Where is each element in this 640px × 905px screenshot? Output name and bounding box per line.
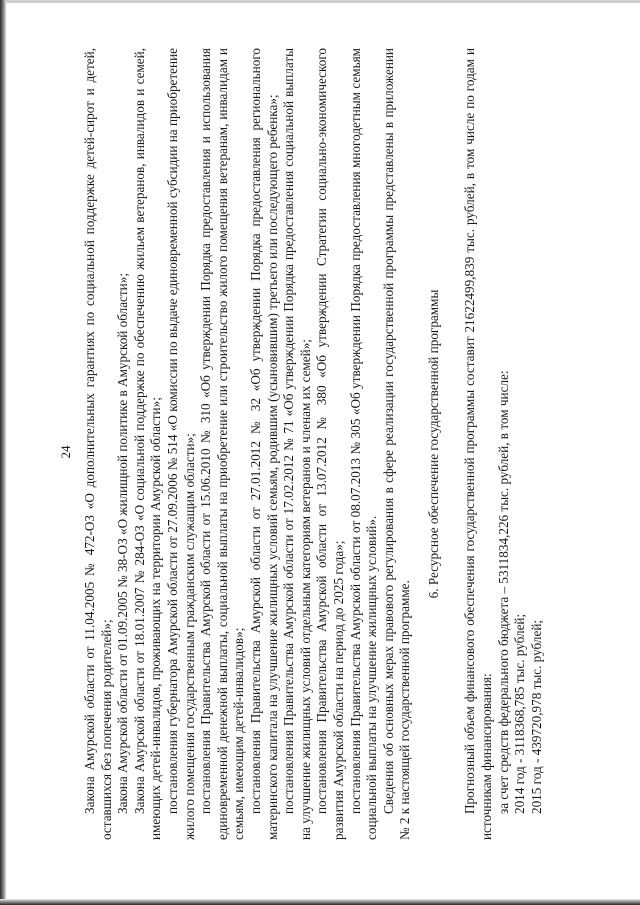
funding-line: 2015 год - 439720,978 тыс. рублей; [528, 619, 544, 814]
paragraph: постановления Правительства Амурской области от 08.07.2013 № 305 «Об утверждении Порядка предоставления многодетным семьям социальной выплаты на улучшение жилищных условий». [347, 48, 380, 840]
scan-edge-left [0, 0, 6, 905]
paragraph: постановления губернатора Амурской области от 27.09.2006 № 514 «О комиссии по выдаче единовременной субсидии на приобретение жилого помещения государственным гражданским служащим области»; [164, 48, 197, 840]
paragraph: Сведения об основных мерах правового регулирования в сфере реализации государственной программы представлены в приложении № 2 к настоящей государственной программе. [380, 48, 413, 840]
page-number: 24 [58, 445, 73, 459]
paragraph: Закона Амурской области от 01.09.2005 № 38-ОЗ «О жилищной политике в Амурской области»; [115, 273, 131, 814]
paragraph: постановления Правительства Амурской области от 27.01.2012 № 32 «Об утверждении Порядка предоставления регионального материнского капитала на улучшение жилищных условий семьям, родившим (усыновившим) третьего или последующего ребенка»; [247, 48, 280, 840]
scan-edge-top [0, 0, 640, 3]
document-page [20, 22, 620, 882]
funding-line: за счет средств федерального бюджета – 5311834,226 тыс. рублей, в том числе: [495, 370, 511, 814]
paragraph: Закона Амурской области от 18.01.2007 № 284-ОЗ «О социальной поддержке по обеспечению жильем ветеранов, инвалидов и семей, имеющих детей-инвалидов, проживающих на территории Амурской области»; [131, 48, 164, 840]
funding-line: 2014 год - 3118368,785 тыс. рублей; [512, 613, 528, 814]
document-body [82, 48, 545, 840]
funding-summary: Прогнозный объем финансового обеспечения государственной программы составит 21622499,839 тыс. рублей, в том числе по годам и источникам финансирования: [462, 48, 495, 840]
scan-edge-bottom [0, 899, 640, 905]
paragraph: постановления Правительства Амурской области от 13.07.2012 № 380 «Об утверждении Стратегии социально-экономического развития Амурской области на период до 2025 года»; [314, 48, 346, 840]
paragraph: постановления Правительства Амурской области от 17.02.2012 № 71 «Об утверждении Порядка предоставления социальной выплаты на улучшение жилищных условий отдельным категориям ветеранов и членам их семей»; [281, 48, 313, 840]
paragraph: Закона Амурской области от 11.04.2005 № 472-ОЗ «О дополнительных гарантиях по социальной поддержке детей-сирот и детей, оставшихся без попечения родителей»; [82, 48, 114, 840]
paragraph: постановления Правительства Амурской области от 15.06.2010 № 310 «Об утверждении Порядка предоставления и использования единовременной денежной выплаты, социальной выплаты на приобретение или строительство жилого помещения ветеранам, инвалидам и семьям, имеющим детей-инвалидов»; [198, 48, 247, 840]
section-title: 6. Ресурсное обеспечение государственной программы [425, 289, 441, 599]
